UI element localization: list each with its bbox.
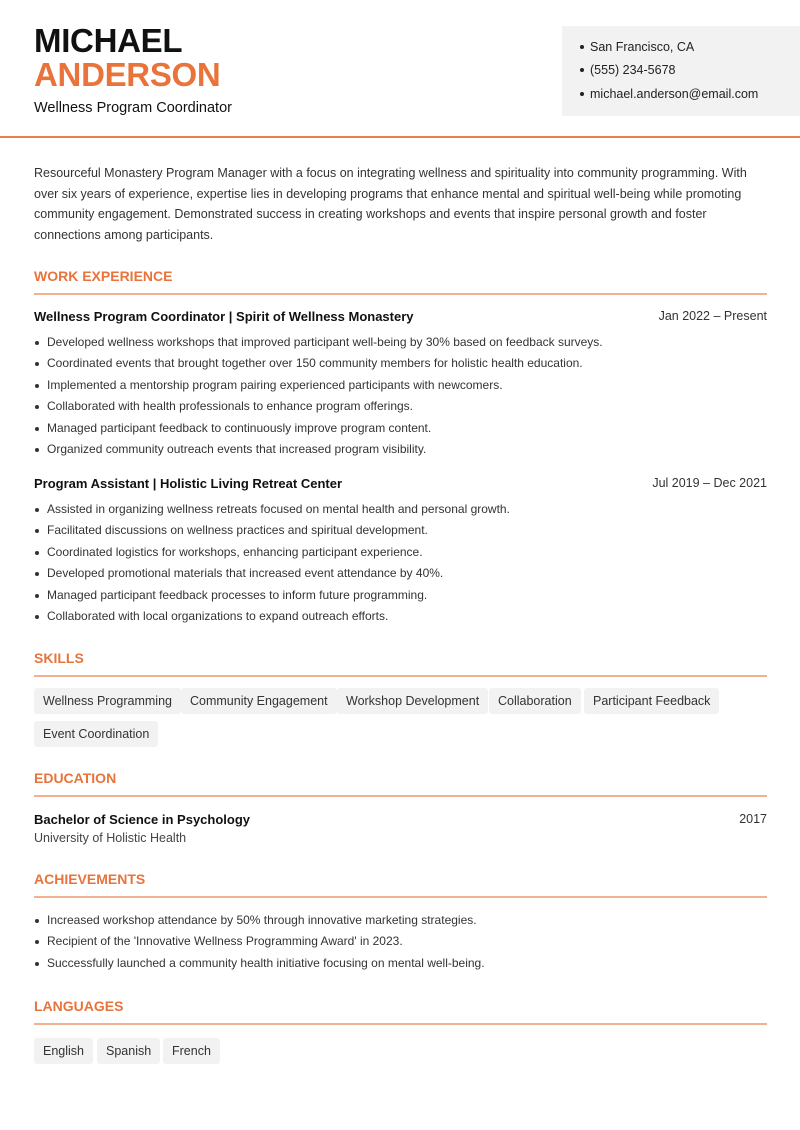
job-role: Wellness Program Coordinator | Spirit of Wellness Monastery <box>34 309 414 324</box>
list-item: Facilitated discussions on wellness practices and spiritual development. <box>34 522 767 543</box>
list-item: Increased workshop attendance by 50% through innovative marketing strategies. <box>34 912 767 933</box>
language-tag: English <box>34 1038 93 1064</box>
section-title-languages: LANGUAGES <box>34 998 767 1025</box>
list-item: Successfully launched a community health initiative focusing on mental well-being. <box>34 955 767 976</box>
section-title-work: WORK EXPERIENCE <box>34 268 767 295</box>
job-bullets <box>34 334 767 462</box>
list-item: Collaborated with health professionals to enhance program offerings. <box>34 398 767 419</box>
section-title-skills: SKILLS <box>34 650 767 677</box>
candidate-title: Wellness Program Coordinator <box>34 100 232 116</box>
job-entry-header <box>34 476 767 494</box>
achievements-list <box>34 912 767 976</box>
job-dates: Jan 2022 – Present <box>658 309 767 323</box>
education-year: 2017 <box>739 812 767 826</box>
skill-tag: Wellness Programming <box>34 688 181 714</box>
professional-summary: Resourceful Monastery Program Manager with a focus on integrating wellness and spirituality into community programming. With over six years of experience, expertise lies in developing programs that enhance mental and spiritual well-being while promoting community engagement. Demonstrated success in creating workshops and events that inspire personal growth and foster connections among participants. <box>34 166 747 243</box>
resume-header <box>0 0 800 138</box>
education-school: University of Holistic Health <box>34 831 187 845</box>
list-item: Collaborated with local organizations to expand outreach efforts. <box>34 608 767 629</box>
skill-tag: Event Coordination <box>34 721 158 747</box>
bullet-dot <box>580 92 584 96</box>
skill-tag: Participant Feedback <box>584 688 719 714</box>
first-name: MICHAEL <box>34 22 183 59</box>
list-item: Coordinated events that brought together over 150 community members for holistic health education. <box>34 355 767 376</box>
list-item: Developed wellness workshops that improved participant well-being by 30% based on feedback surveys. <box>34 334 767 355</box>
phone-text: (555) 234-5678 <box>590 63 676 77</box>
list-item: Implemented a mentorship program pairing experienced participants with newcomers. <box>34 377 767 398</box>
education-degree: Bachelor of Science in Psychology <box>34 812 251 827</box>
skill-tag: Collaboration <box>489 688 581 714</box>
last-name: ANDERSON <box>34 56 221 93</box>
skill-tag: Community Engagement <box>181 688 337 714</box>
list-item: Organized community outreach events that increased program visibility. <box>34 441 767 462</box>
skill-tag: Workshop Development <box>337 688 488 714</box>
job-entry-header <box>34 309 767 327</box>
list-item: Managed participant feedback processes to inform future programming. <box>34 587 767 608</box>
section-title-education: EDUCATION <box>34 770 767 797</box>
contact-box <box>562 26 800 116</box>
candidate-name <box>34 24 220 92</box>
list-item: Managed participant feedback to continuously improve program content. <box>34 420 767 441</box>
language-tag: Spanish <box>97 1038 160 1064</box>
list-item: Developed promotional materials that increased event attendance by 40%. <box>34 565 767 586</box>
job-dates: Jul 2019 – Dec 2021 <box>652 476 767 490</box>
job-role: Program Assistant | Holistic Living Retreat Center <box>34 476 343 491</box>
section-title-achievements: ACHIEVEMENTS <box>34 871 767 898</box>
location-text: San Francisco, CA <box>590 40 695 54</box>
list-item: Coordinated logistics for workshops, enhancing participant experience. <box>34 544 767 565</box>
list-item: Recipient of the 'Innovative Wellness Programming Award' in 2023. <box>34 933 767 954</box>
language-tag: French <box>163 1038 220 1064</box>
contact-email <box>580 87 758 101</box>
job-bullets <box>34 501 767 629</box>
contact-phone <box>580 63 675 77</box>
email-text: michael.anderson@email.com <box>590 87 759 101</box>
bullet-dot <box>580 45 584 49</box>
contact-location <box>580 40 694 54</box>
bullet-dot <box>580 68 584 72</box>
list-item: Assisted in organizing wellness retreats focused on mental health and personal growth. <box>34 501 767 522</box>
